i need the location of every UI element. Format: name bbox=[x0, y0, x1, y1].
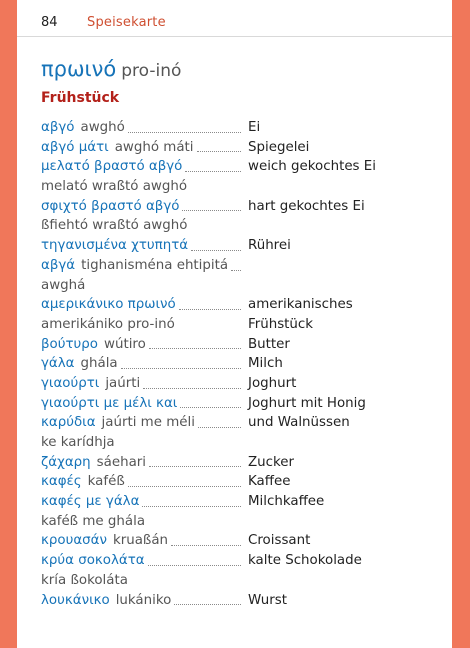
entry-line bbox=[41, 335, 445, 355]
entry-source bbox=[41, 197, 241, 217]
subheading: Frühstück bbox=[41, 90, 120, 106]
entry-transliteration-continued: awghá bbox=[41, 277, 86, 293]
entry-line bbox=[41, 472, 445, 492]
entry-greek: μελατό βραστό αβγό bbox=[41, 159, 183, 175]
dot-leader bbox=[174, 593, 241, 605]
entry-source bbox=[41, 118, 241, 138]
entry-greek: καφές με γάλα bbox=[41, 494, 140, 510]
entry-greek: αμερικάνικο πρωινό bbox=[41, 297, 176, 313]
entry-line bbox=[41, 531, 445, 551]
entry-source bbox=[41, 551, 241, 571]
entry-transliteration: sáehari bbox=[96, 454, 147, 470]
entry-greek: γιαούρτι με μέλι και bbox=[41, 395, 178, 411]
entry-german: Butter bbox=[248, 336, 290, 352]
entry-german: und Walnüssen bbox=[248, 415, 350, 431]
entry-line bbox=[41, 551, 445, 571]
entry-source bbox=[41, 236, 241, 256]
section-title bbox=[41, 57, 181, 81]
entry-german: weich gekochtes Ei bbox=[248, 159, 376, 175]
dot-leader bbox=[182, 199, 241, 211]
dot-leader bbox=[128, 475, 241, 487]
dot-leader bbox=[171, 534, 241, 546]
entry-line bbox=[41, 138, 445, 158]
entry-transliteration: ghála bbox=[80, 356, 118, 372]
entry-greek: κρουασάν bbox=[41, 533, 107, 549]
entry-greek: βούτυρο bbox=[41, 336, 98, 352]
entry-source bbox=[41, 453, 241, 473]
entry-line bbox=[41, 413, 445, 433]
entry-transliteration: kruaßán bbox=[112, 533, 169, 549]
entry-line bbox=[41, 374, 445, 394]
dot-leader bbox=[142, 495, 241, 507]
running-head: Speisekarte bbox=[87, 15, 166, 30]
entry-german: amerikanisches bbox=[248, 297, 353, 313]
entry-german: Zucker bbox=[248, 454, 295, 470]
entry-source bbox=[41, 138, 241, 158]
entry-transliteration: awghó bbox=[80, 120, 125, 135]
dot-leader bbox=[128, 121, 241, 133]
entry-german: Milch bbox=[248, 356, 283, 372]
entry-transliteration: kaféß bbox=[87, 474, 125, 490]
entry-source bbox=[41, 531, 241, 551]
entry-list bbox=[41, 118, 445, 610]
entry-german: Croissant bbox=[248, 533, 311, 549]
dot-leader bbox=[198, 416, 241, 428]
entry-line bbox=[41, 177, 445, 197]
entry-line bbox=[41, 157, 445, 177]
entry-line bbox=[41, 197, 445, 217]
entry-transliteration-continued: melató wraßtó awghó bbox=[41, 179, 188, 195]
entry-greek: αβγά bbox=[41, 257, 76, 273]
entry-german: Frühstück bbox=[248, 316, 314, 332]
entry-line bbox=[41, 433, 445, 453]
entry-german: kalte Schokolade bbox=[248, 553, 362, 569]
entry-german: Milchkaffee bbox=[248, 494, 325, 510]
entry-source bbox=[41, 335, 241, 355]
entry-greek: γάλα bbox=[41, 356, 75, 372]
entry-transliteration: lukániko bbox=[115, 592, 172, 608]
page-number: 84 bbox=[41, 15, 58, 30]
entry-source bbox=[41, 354, 241, 374]
entry-line bbox=[41, 236, 445, 256]
entry-line bbox=[41, 492, 445, 512]
entry-line bbox=[41, 256, 445, 276]
entry-line bbox=[41, 453, 445, 473]
entry-german: Joghurt mit Honig bbox=[248, 395, 366, 411]
entry-source bbox=[41, 591, 241, 611]
entry-transliteration-continued: ke karídhja bbox=[41, 435, 115, 450]
dictionary-page bbox=[17, 0, 452, 648]
entry-line bbox=[41, 394, 445, 414]
section-title-greek: πρωινό bbox=[41, 57, 117, 81]
section-title-pronunciation: pro-inó bbox=[121, 61, 182, 81]
entry-greek: γιαούρτι bbox=[41, 375, 100, 391]
entry-german: Wurst bbox=[248, 592, 287, 608]
entry-greek: τηγανισμένα χτυπητά bbox=[41, 238, 189, 254]
entry-greek: καφές bbox=[41, 474, 82, 490]
entry-line bbox=[41, 571, 445, 591]
entry-source bbox=[41, 157, 241, 177]
dot-leader bbox=[143, 377, 241, 389]
dot-leader bbox=[185, 160, 241, 172]
entry-transliteration-continued: ßfiehtó wraßtó awghó bbox=[41, 218, 188, 234]
entry-transliteration-continued: kaféß me ghála bbox=[41, 513, 146, 529]
entry-source bbox=[41, 256, 241, 276]
dot-leader bbox=[180, 396, 241, 408]
entry-line bbox=[41, 295, 445, 315]
entry-source bbox=[41, 394, 241, 414]
entry-transliteration: awghó máti bbox=[114, 139, 194, 155]
entry-german: Joghurt bbox=[248, 375, 297, 391]
entry-line bbox=[41, 354, 445, 374]
entry-source bbox=[41, 374, 241, 394]
entry-source bbox=[41, 413, 241, 433]
dot-leader bbox=[197, 140, 241, 152]
entry-transliteration-continued: kría ßokoláta bbox=[41, 572, 128, 588]
entry-line bbox=[41, 315, 445, 335]
entry-greek: κρύα σοκολάτα bbox=[41, 553, 145, 569]
entry-source bbox=[41, 295, 241, 315]
entry-greek: λουκάνικο bbox=[41, 592, 110, 608]
dot-leader bbox=[121, 357, 241, 369]
entry-transliteration-continued: amerikániko pro-inó bbox=[41, 316, 175, 332]
page-header bbox=[17, 0, 452, 37]
entry-line bbox=[41, 216, 445, 236]
entry-german: hart gekochtes Ei bbox=[248, 198, 365, 214]
entry-line bbox=[41, 276, 445, 296]
dot-leader bbox=[149, 455, 241, 467]
entry-transliteration: wútiro bbox=[104, 336, 146, 352]
entry-transliteration: tighanisména ehtipitá bbox=[81, 257, 229, 273]
entry-greek: αβγό μάτι bbox=[41, 139, 109, 155]
entry-greek: ζάχαρη bbox=[41, 454, 91, 470]
entry-german: Rührei bbox=[248, 238, 291, 254]
entry-german: Ei bbox=[248, 120, 261, 135]
entry-greek: σφιχτό βραστό αβγό bbox=[41, 198, 180, 214]
entry-line bbox=[41, 591, 445, 611]
dot-leader bbox=[191, 239, 241, 251]
entry-greek: καρύδια bbox=[41, 415, 96, 431]
entry-german: Spiegelei bbox=[248, 139, 310, 155]
entry-line bbox=[41, 118, 445, 138]
entry-transliteration: jaúrti bbox=[105, 375, 141, 391]
entry-line bbox=[41, 512, 445, 532]
dot-leader bbox=[179, 298, 241, 310]
entry-transliteration: jaúrti me méli bbox=[101, 415, 195, 431]
dot-leader bbox=[149, 337, 241, 349]
entry-german: Kaffee bbox=[248, 474, 291, 490]
entry-source bbox=[41, 492, 241, 512]
dot-leader bbox=[148, 554, 241, 566]
entry-source bbox=[41, 472, 241, 492]
entry-greek: αβγό bbox=[41, 120, 75, 135]
dot-leader bbox=[231, 259, 241, 271]
